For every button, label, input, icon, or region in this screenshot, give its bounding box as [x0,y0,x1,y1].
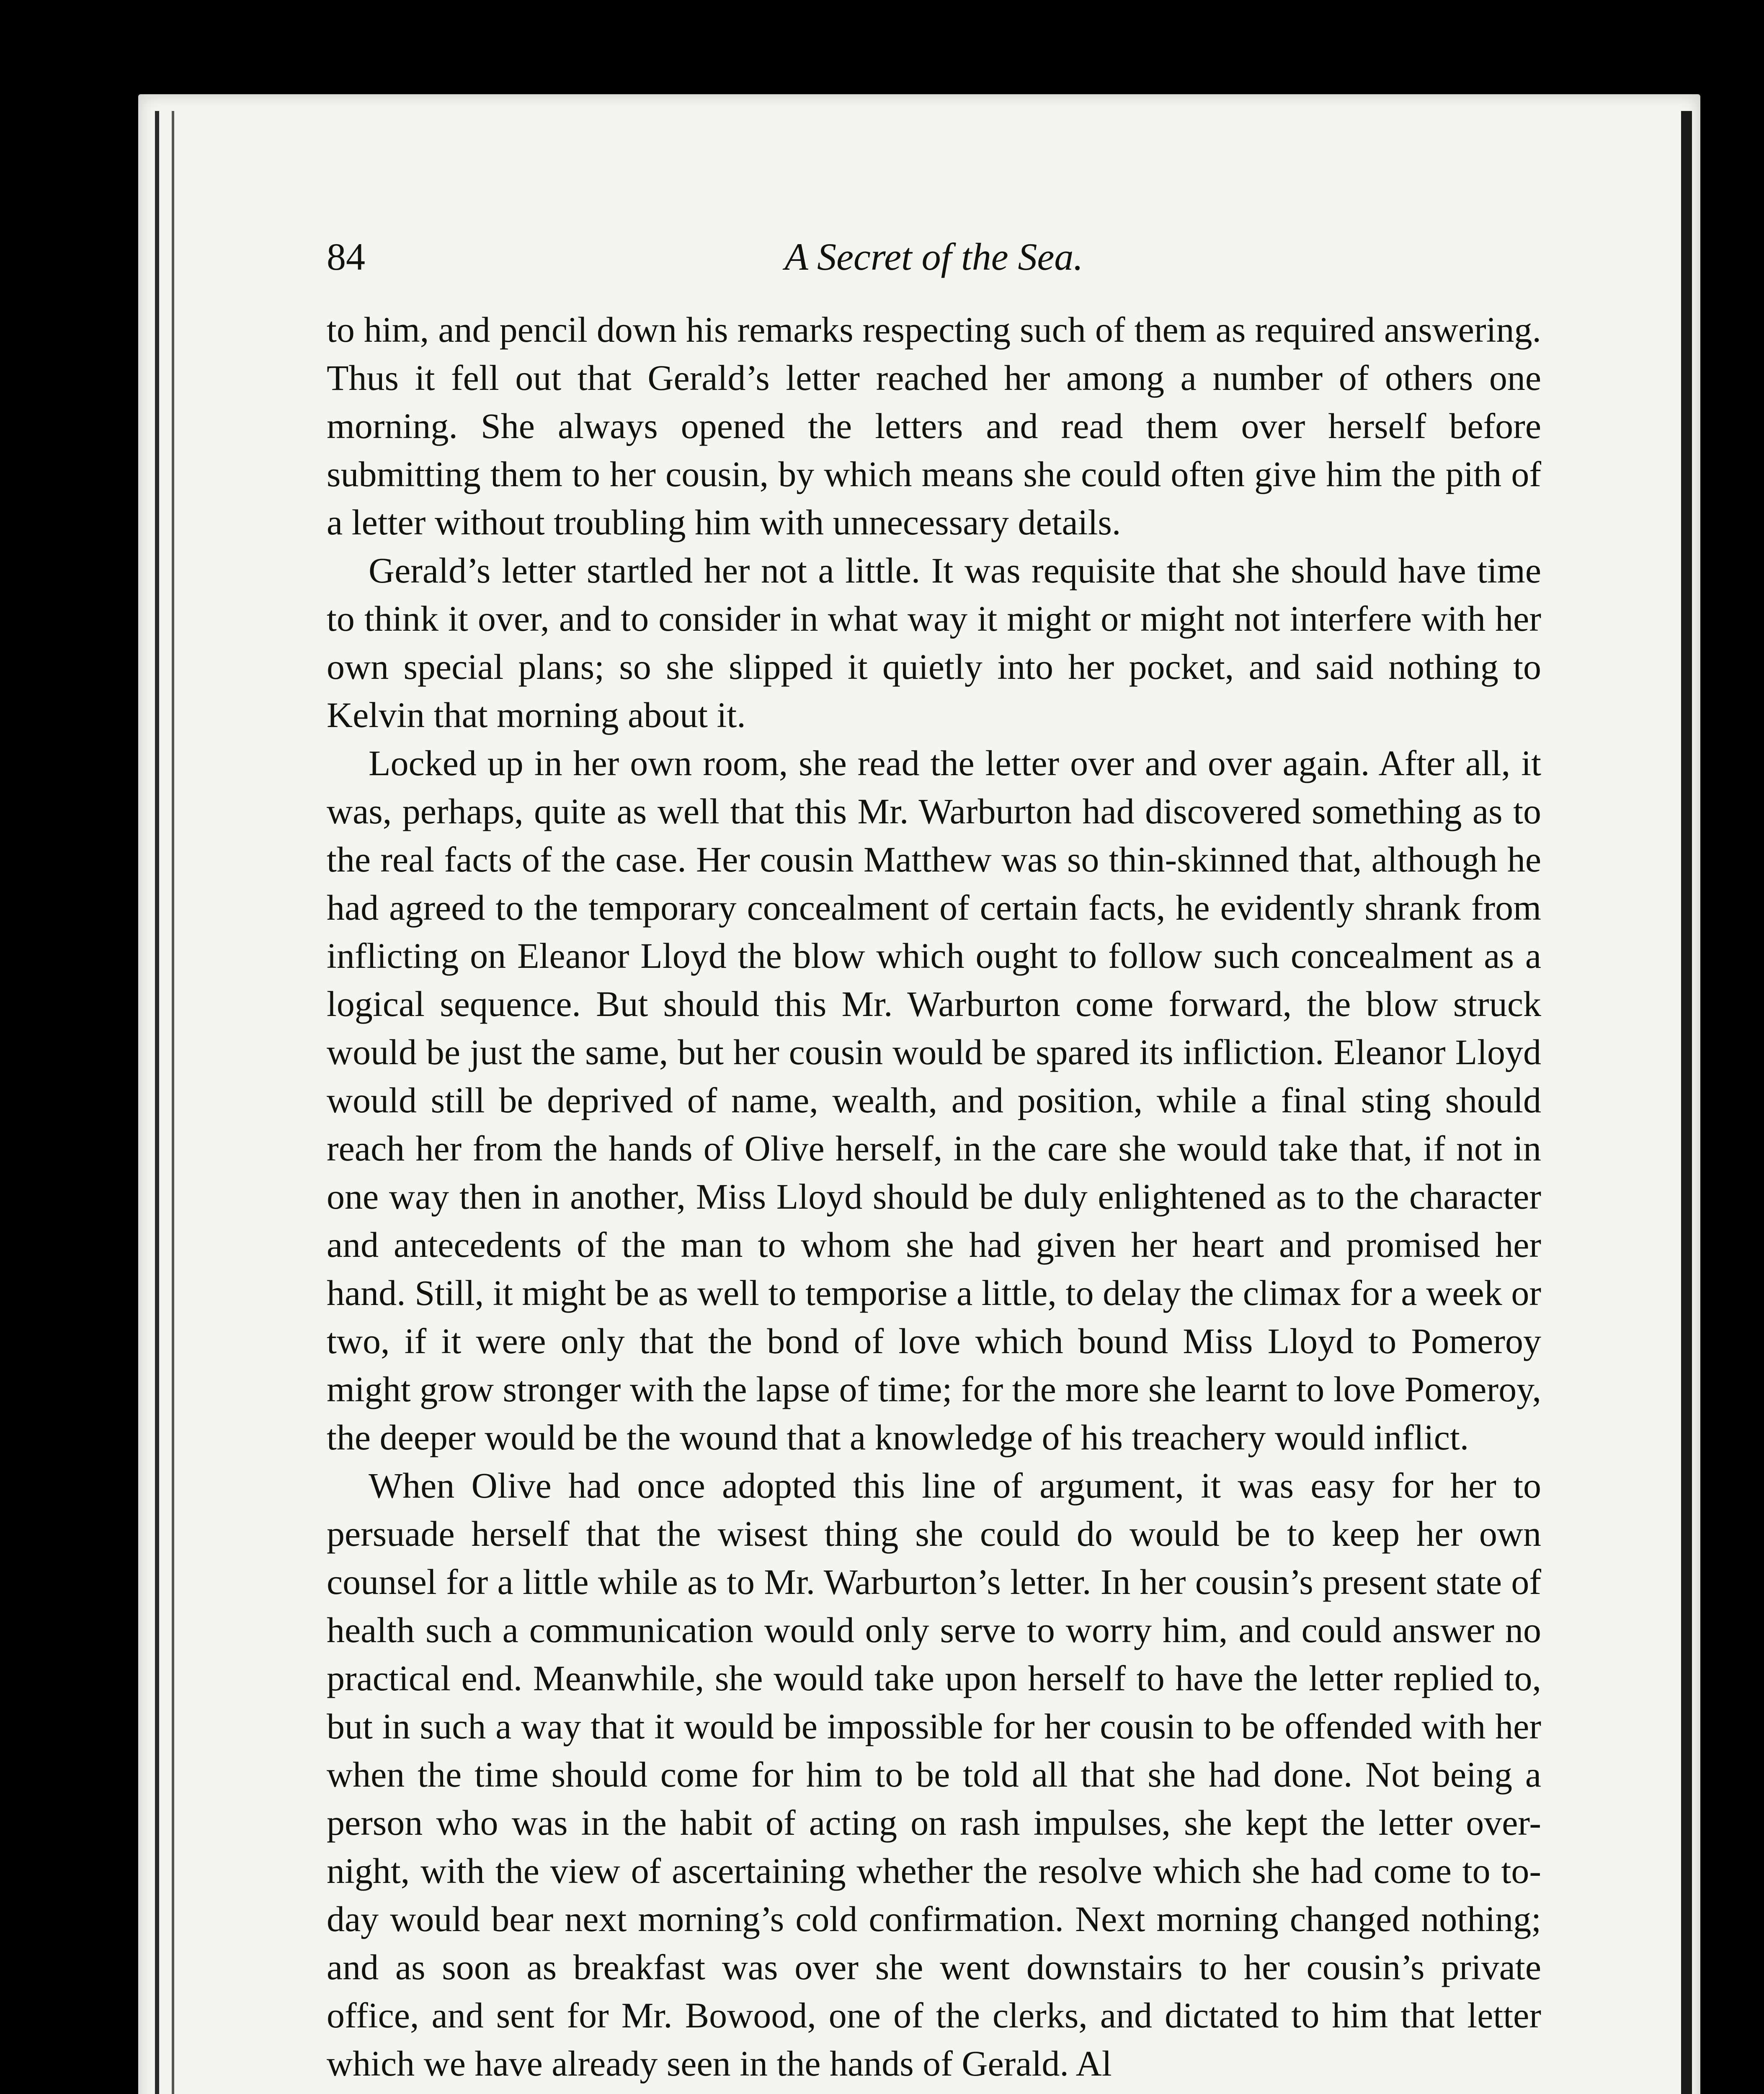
binding-edge-line-inner [172,111,174,2094]
paragraph: When Olive had once adopted this line of argument, it was easy for her to persuade herself that the wisest thing she could do would be to keep her own counsel for a little while as to Mr. Warburton’s letter. In her cousin’s present state of health such a communication would only serve to worry him, and could answer no practical end. Meanwhile, she would take upon herself to have the letter replied to, but in such a way that it would be impossible for her cousin to be offended with her when the time should come for him to be told all that she had done. Not being a person who was in the habit of acting on rash impulses, she kept the letter over-night, with the view of ascertaining whether the resolve which she had come to to-day would bear next morning’s cold confirmation. Next morning changed nothing; and as soon as breakfast was over she went downstairs to her cousin’s private office, and sent for Mr. Bowood, one of the clerks, and dictated to him that letter which we have already seen in the hands of Gerald. Al [327,1465,1541,2084]
page-number: 84 [327,235,365,278]
body-text [327,306,1541,2088]
paragraph: Locked up in her own room, she read the letter over and over again. After all, it was, perhaps, quite as well that this Mr. Warburton had discovered something as to the real facts of the case. Her cousin Matthew was so thin-skinned that, although he had agreed to the temporary concealment of certain facts, he evidently shrank from inflicting on Eleanor Lloyd the blow which ought to follow such concealment as a logical sequence. But should this Mr. Warburton come forward, the blow struck would be just the same, but her cousin would be spared its infliction. Eleanor Lloyd would still be deprived of name, wealth, and position, while a final sting should reach her from the hands of Olive herself, in the care she would take that, if not in one way then in another, Miss Lloyd should be duly enlightened as to the character and antecedents of the man to whom she had given her heart and promised her hand. Still, it might be as well to temporise a little, to delay the climax for a week or two, if it were only that the bond of love which bound Miss Lloyd to Pomeroy might grow stronger with the lapse of time; for the more she learnt to love Pomeroy, the deeper would be the wound that a knowledge of his treachery would inflict. [327,743,1541,1457]
binding-edge-line [155,111,159,2094]
paragraph: to him, and pencil down his remarks respecting such of them as required answering. Thus it fell out that Gerald’s letter reached her among a number of others one morning. She always opened the letters and read them over herself before submitting them to her cousin, by which means she could often give him the pith of a letter without troubling him with unnecessary details. [327,309,1541,542]
running-title: A Secret of the Sea. [784,235,1083,278]
running-header [327,235,1541,281]
paragraph: Gerald’s letter startled her not a little. It was requisite that she should have time to think it over, and to consider in what way it might or might not interfere with her own special plans; so she slipped it quietly into her pocket, and said nothing to Kelvin that morning about it. [327,550,1541,735]
page-right-edge [1681,111,1692,2094]
